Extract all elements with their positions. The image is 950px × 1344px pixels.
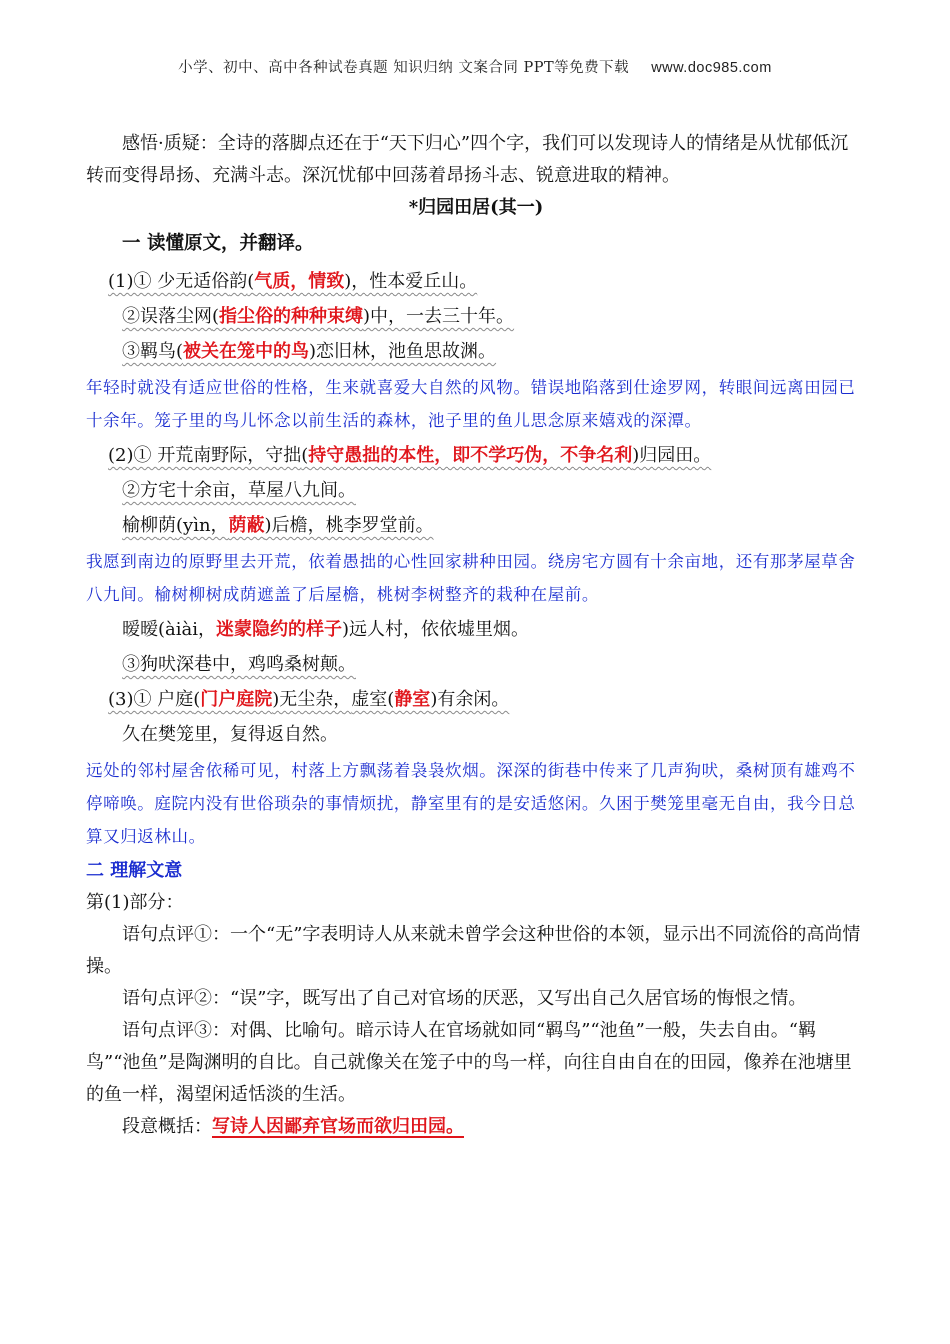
text-segment: )远人村，依依墟里烟。 [342,619,530,640]
text-segment: )归园田。 [632,445,712,466]
part-label: 第(1)部分： [86,892,184,913]
comment-1: 语句点评①：一个“无”字表明诗人从来就未曾学会这种世俗的本领，显示出不同流俗的高尚情操。 [86,924,861,977]
text-segment: )有余闲。 [430,689,510,710]
annotation: 荫蔽 [228,515,265,536]
intro-label: 感悟·质疑： [122,133,218,154]
text-segment: ( [387,689,395,710]
text-segment: ( [212,306,220,327]
annotation: 静室 [394,689,431,710]
section2-title: 二 理解文意 [86,860,183,881]
dotted-word: 拙 [283,445,302,466]
translation-1: 年轻时就没有适应世俗的性格，生来就喜爱大自然的风物。错误地陷落到仕途罗网，转眼间远离田园已十余年。笼子里的鸟儿怀念以前生活的森林，池子里的鱼儿思念原来嬉戏的深潭。 [86,378,856,430]
dotted-word: 暧暧 [122,619,158,640]
comment-3: 语句点评③：对偶、比喻句。暗示诗人在官场就如同“羁鸟”“池鱼”一般，失去自由。“羁鸟”“池鱼”是陶渊明的自比。自己就像关在笼子中的鸟一样，向往自由自在的田园，像养在池塘里的鱼一样，渴望闲适恬淡的生活。 [86,1020,852,1105]
dotted-word: 户庭 [157,689,194,710]
poem-line-1-2 [86,301,866,333]
poem-line-3-1 [86,684,866,716]
text-segment: ②误落 [122,306,176,327]
text-segment: ( [193,689,201,710]
text-segment: ( [247,271,255,292]
summary-label: 段意概括： [122,1116,212,1137]
header-site-link[interactable]: www.doc985.com [651,60,772,76]
text-segment: (1)① 少无适俗 [108,271,230,292]
comment-2: 语句点评②：“误”字，既写出了自己对官场的厌恶，又写出自己久居官场的悔恨之情。 [122,988,807,1009]
text-segment: )，性本爱丘山。 [344,271,478,292]
poem-line-2-2: ②方宅十余亩，草屋八九间。 [122,480,356,501]
poem-line-3-2: 久在樊笼里，复得返自然。 [122,724,338,745]
annotation: 持守愚拙的本性，即不学巧伪，不争名利 [308,445,633,466]
text-segment: ( [301,445,309,466]
text-segment: )恋旧林，池鱼思故渊。 [309,341,497,362]
poem-line-2-3 [86,510,866,542]
dotted-word: 虚室 [351,689,388,710]
document-body [86,128,866,1143]
summary-text: 写诗人因鄙弃官场而欲归田园。 [212,1116,464,1137]
text-segment: 榆柳 [122,515,158,536]
text-segment: )后檐，桃李罗堂前。 [264,515,434,536]
intro-paragraph [86,128,866,192]
translation-2: 我愿到南边的原野里去开荒，依着愚拙的心性回家耕种田园。绕房宅方圆有十余亩地，还有那茅屋草舍八九间。榆树柳树成荫遮盖了后屋檐，桃树李树整齐的栽种在屋前。 [86,552,856,604]
dotted-word: 尘网 [176,306,212,327]
text-segment: (2)① 开荒南野际，守 [108,445,284,466]
poem-title: *归园田居(其一) [408,197,544,218]
dotted-word: 韵 [229,271,248,292]
section1-title: 一 读懂原文，并翻译。 [122,233,314,254]
poem-line-2-1 [86,440,866,472]
text-segment: (yìn， [176,515,229,536]
translation-3: 远处的邻村屋舍依稀可见，村落上方飘荡着袅袅炊烟。深深的街巷中传来了几声狗吠，桑树顶有雄鸡不停啼唤。庭院内没有世俗琐杂的事情烦扰，静室里有的是安适悠闲。久困于樊笼里毫无自由，我今日总算又归返林山。 [86,761,856,846]
poem-line-1-1 [86,266,866,298]
text-segment: )中，一去三十年。 [363,306,515,327]
annotation: 迷蒙隐约的样子 [216,619,342,640]
dotted-word: 荫 [158,515,176,536]
intro-text: 全诗的落脚点还在于“天下归心”四个字，我们可以发现诗人的情绪是从忧郁低沉转而变得昂扬、充满斗志。深沉忧郁中回荡着昂扬斗志、锐意进取的精神。 [86,133,849,186]
paragraph-summary [86,1111,866,1143]
text-segment: (3)① [108,689,158,710]
header-text: 小学、初中、高中各种试卷真题 知识归纳 文案合同 PPT等免费下载 [178,60,630,76]
annotation: 被关在笼中的鸟 [183,341,310,362]
annotation: 指尘俗的种种束缚 [219,306,364,327]
text-segment: )无尘杂， [272,689,352,710]
page-header [0,56,950,77]
annotation: 气质，情致 [254,271,345,292]
poem-line-2-4 [86,614,866,646]
annotation: 门户庭院 [200,689,273,710]
poem-line-2-5: ③狗吠深巷中，鸡鸣桑树颠。 [122,654,356,675]
text-segment: (àiài， [158,619,216,640]
poem-line-1-3 [86,336,866,368]
text-segment: ③羁鸟( [122,341,184,362]
